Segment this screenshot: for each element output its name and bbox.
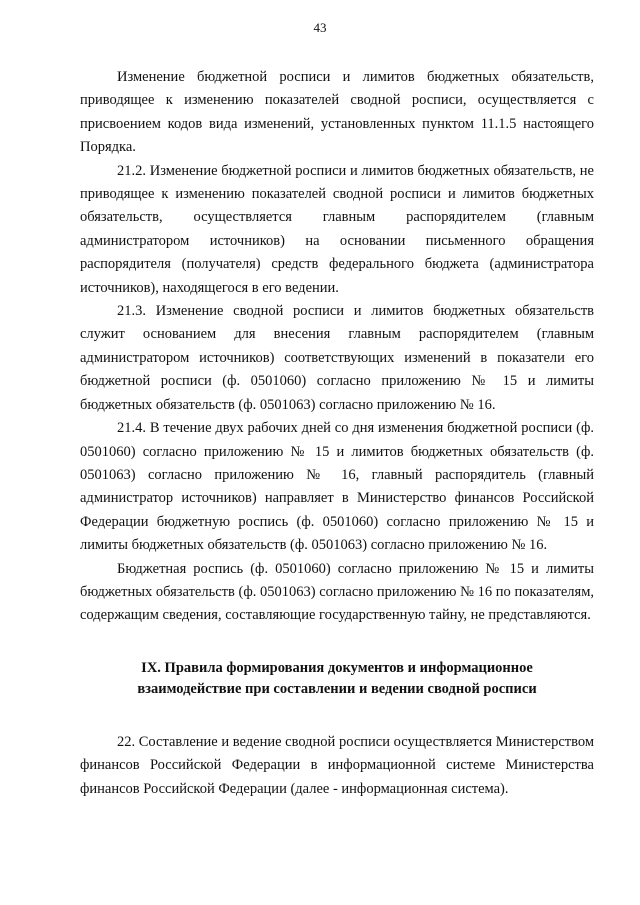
paragraph-22: 22. Составление и ведение сводной росписи осуществляется Министерством финансов Российской Федерации в информационной системе Министерства финансов Российской Федерации (далее - информационная система). <box>80 733 594 797</box>
paragraph-budget-change: Изменение бюджетной росписи и лимитов бюджетных обязательств, приводящее к изменению показателей сводной росписи, осуществляется с присвоением кодов вида изменений, установленных пунктом 11.1.5 настоящего Порядка. <box>80 69 594 156</box>
section-heading-line-1: IX. Правила формирования документов и информационное <box>141 659 533 676</box>
paragraph-21-2: 21.2. Изменение бюджетной росписи и лимитов бюджетных обязательств, не приводящее к изменению показателей сводной росписи и лимитов бюджетных обязательств, осуществляется главным распорядителем (главным администратором источников) на основании письменного обращения распорядителя (получателя) средств федерального бюджета (администратора источников), находящегося в его ведении. <box>80 162 594 296</box>
document-body <box>80 66 594 801</box>
paragraph-21-4: 21.4. В течение двух рабочих дней со дня изменения бюджетной росписи (ф. 0501060) согласно приложению № 15 и лимитов бюджетных обязательств (ф. 0501063) согласно приложению № 16, главный распорядитель (главный администратор источников) направляет в Министерство финансов Российской Федерации бюджетную роспись (ф. 0501060) согласно приложению № 15 и лимиты бюджетных обязательств (ф. 0501063) согласно приложению № 16. <box>80 420 594 554</box>
paragraph-21-3: 21.3. Изменение сводной росписи и лимитов бюджетных обязательств служит основанием для внесения главным распорядителем (главным администратором источников) соответствующих изменений в показатели его бюджетной росписи (ф. 0501060) согласно приложению № 15 и лимиты бюджетных обязательств (ф. 0501063) согласно приложению № 16. <box>80 303 594 413</box>
section-heading-line-2: взаимодействие при составлении и ведении сводной росписи <box>137 680 537 697</box>
section-heading <box>80 658 594 700</box>
page-number: 43 <box>313 20 327 35</box>
paragraph-secret-exception: Бюджетная роспись (ф. 0501060) согласно приложению № 15 и лимиты бюджетных обязательств (ф. 0501063) согласно приложению № 16 по показателям, содержащим сведения, составляющие государственную тайну, не представляются. <box>80 560 594 624</box>
